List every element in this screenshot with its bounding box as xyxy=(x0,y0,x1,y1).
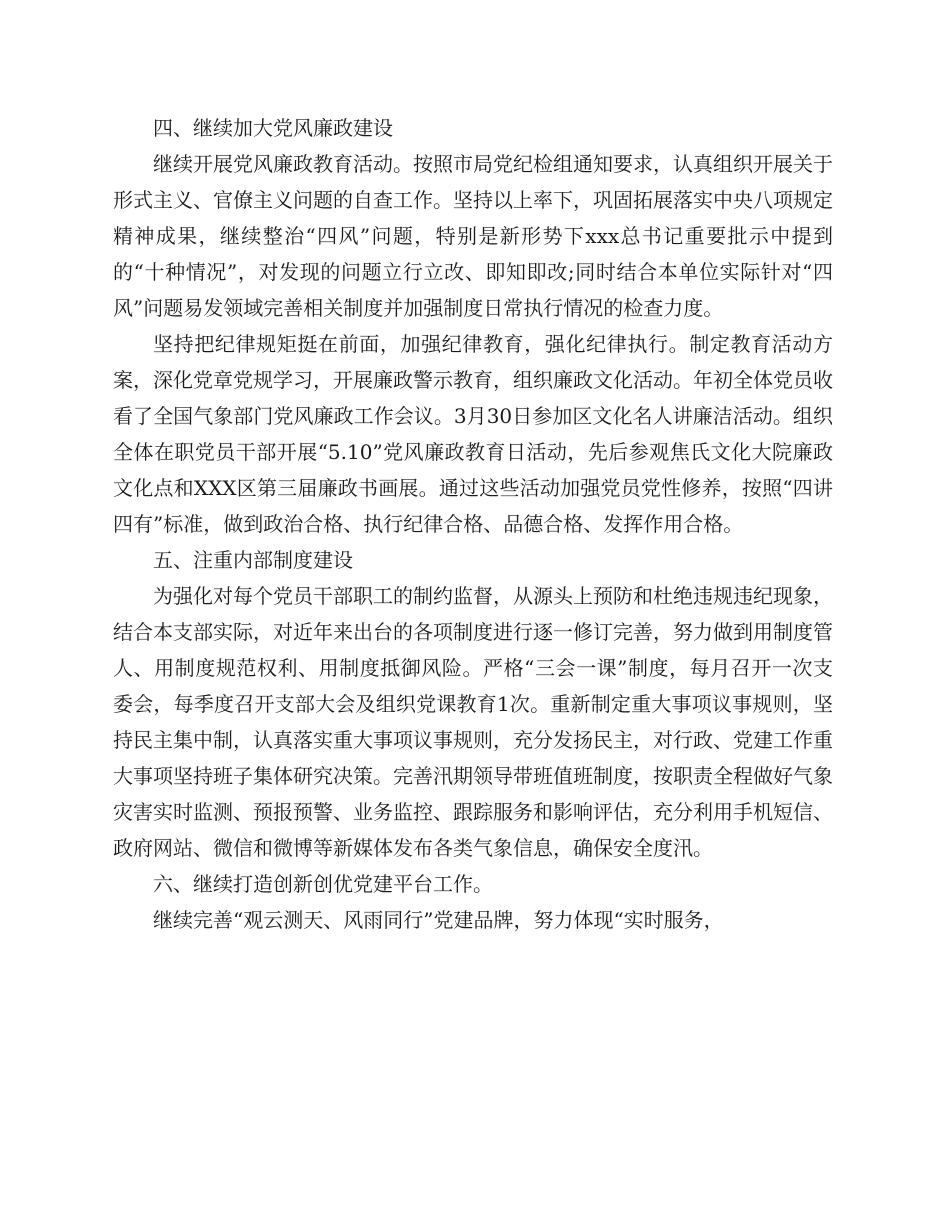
section-heading: 四、继续加大党风廉政建设 xyxy=(153,116,393,140)
document-body xyxy=(113,110,833,938)
section-heading: 五、注重内部制度建设 xyxy=(153,548,353,572)
body-paragraph: 坚持把纪律规矩挺在前面，加强纪律教育，强化纪律执行。制定教育活动方案，深化党章党规学习，开展廉政警示教育，组织廉政文化活动。年初全体党员收看了全国气象部门党风廉政工作会议。3月30日参加区文化名人讲廉洁活动。组织全体在职党员干部开展“5.10”党风廉政教育日活动，先后参观焦氏文化大院廉政文化点和XXX区第三届廉政书画展。通过这些活动加强党员党性修养，按照“四讲四有”标准，做到政治合格、执行纪律合格、品德合格、发挥作用合格。 xyxy=(113,332,833,536)
body-paragraph: 继续开展党风廉政教育活动。按照市局党纪检组通知要求，认真组织开展关于形式主义、官僚主义问题的自查工作。坚持以上率下，巩固拓展落实中央八项规定精神成果，继续整治“四风”问题，特别是新形势下xxx总书记重要批示中提到的“十种情况”，对发现的问题立行立改、即知即改;同时结合本单位实际针对“四风”问题易发领域完善相关制度并加强制度日常执行情况的检查力度。 xyxy=(113,152,833,320)
section-heading: 六、继续打造创新创优党建平台工作。 xyxy=(153,872,493,896)
body-paragraph: 为强化对每个党员干部职工的制约监督，从源头上预防和杜绝违规违纪现象，结合本支部实际，对近年来出台的各项制度进行逐一修订完善，努力做到用制度管人、用制度规范权利、用制度抵御风险。严格“三会一课”制度，每月召开一次支委会，每季度召开支部大会及组织党课教育1次。重新制定重大事项议事规则，坚持民主集中制，认真落实重大事项议事规则，充分发扬民主，对行政、党建工作重大事项坚持班子集体研究决策。完善汛期领导带班值班制度，按职责全程做好气象灾害实时监测、预报预警、业务监控、跟踪服务和影响评估，充分利用手机短信、政府网站、微信和微博等新媒体发布各类气象信息，确保安全度汛。 xyxy=(113,584,833,860)
body-paragraph: 继续完善“观云测天、风雨同行”党建品牌，努力体现“实时服务， xyxy=(153,908,724,932)
